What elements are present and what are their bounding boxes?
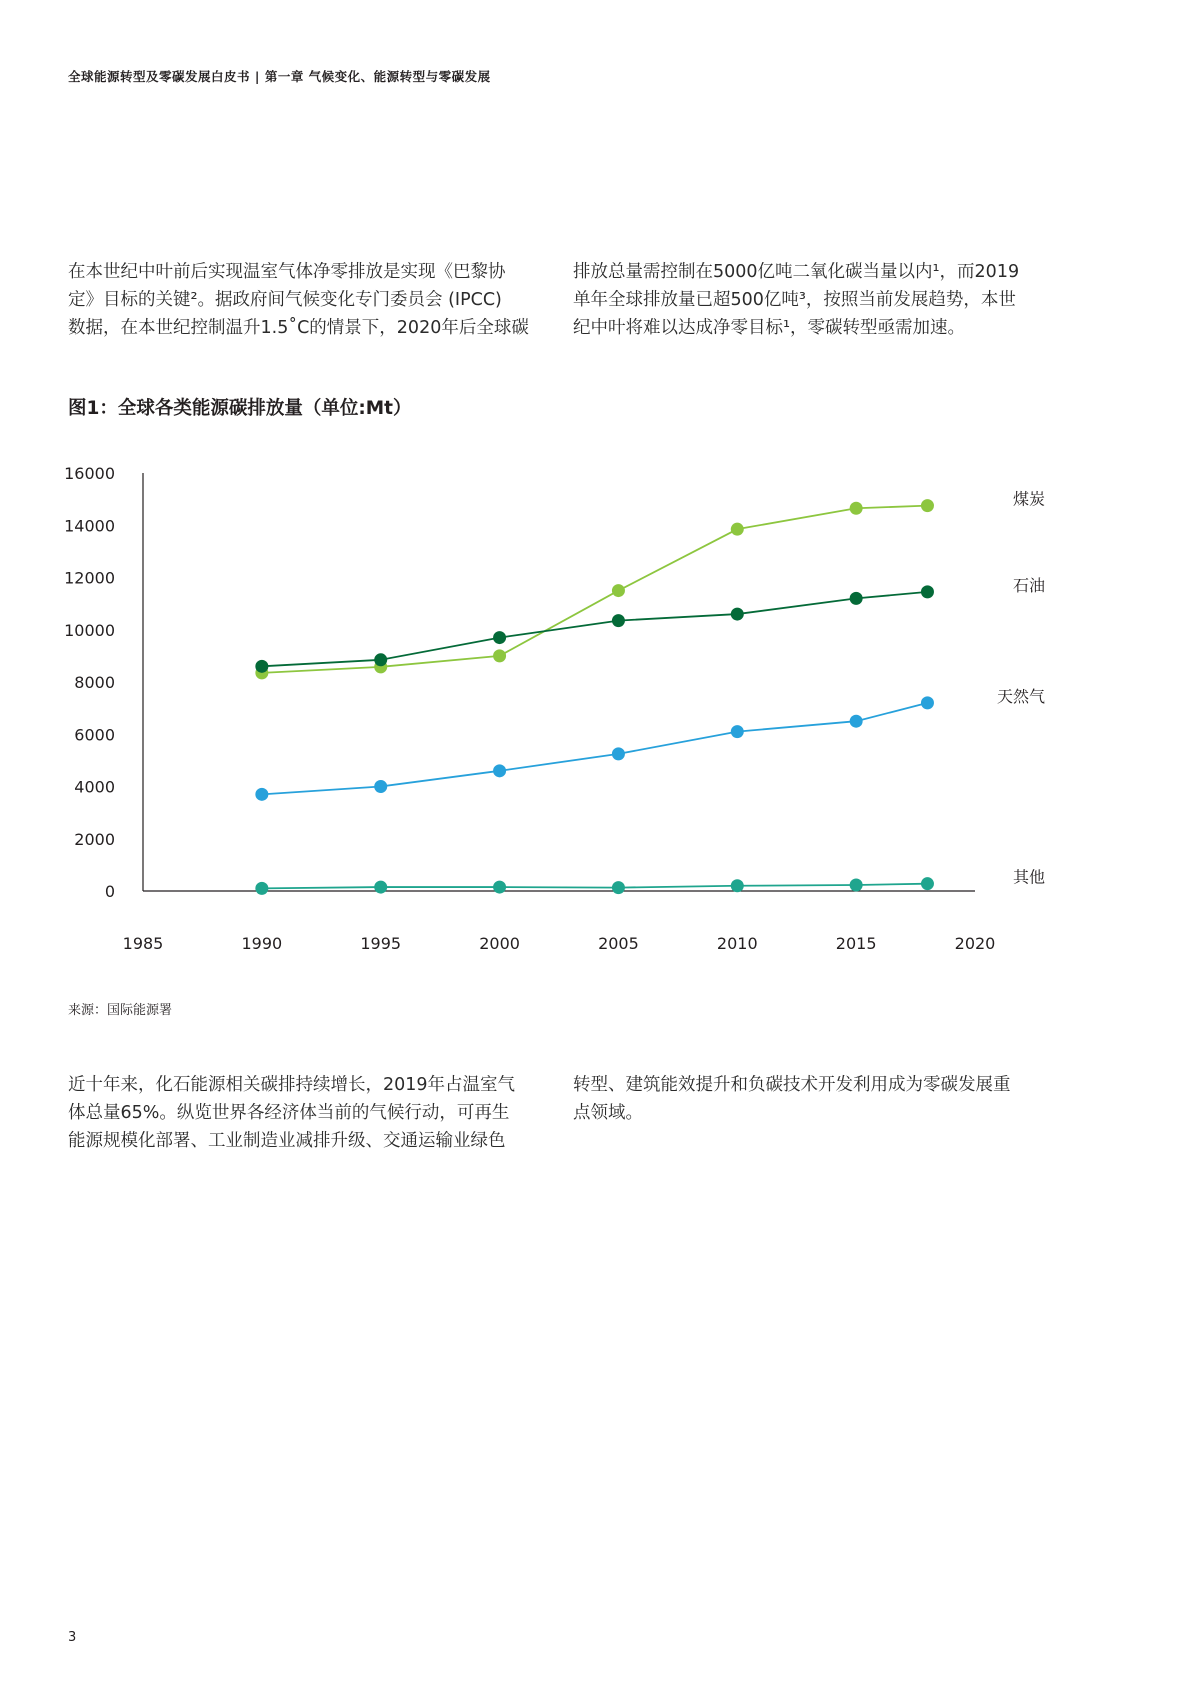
x-tick-label: 2005	[598, 934, 639, 953]
data-point	[255, 788, 268, 801]
y-tick-label: 12000	[64, 568, 115, 588]
intro-col2-line: 排放总量需控制在5000亿吨二氧化碳当量以内¹，而2019	[573, 262, 1020, 282]
chart-series-labels	[997, 490, 1045, 887]
x-tick-label: 1990	[241, 934, 283, 953]
intro-col1-line: 在本世纪中叶前后实现温室气体净零排放是实现《巴黎协	[68, 262, 506, 282]
data-point	[731, 608, 744, 621]
x-tick-label: 2010	[716, 934, 758, 953]
body-col1-line: 近十年来，化石能源相关碳排持续增长，2019年占温室气	[68, 1075, 516, 1095]
figure-source: 来源：国际能源署	[68, 1003, 173, 1018]
data-point	[493, 631, 506, 644]
x-tick-label: 2000	[479, 934, 520, 953]
y-tick-label: 0	[104, 882, 115, 901]
series-line	[262, 884, 928, 889]
chart-points	[255, 499, 934, 895]
body-column-2	[573, 1071, 1011, 1127]
data-point	[493, 649, 506, 662]
emissions-line-chart	[0, 440, 1200, 980]
running-header	[68, 67, 491, 85]
data-point	[374, 780, 387, 793]
series-label: 其他	[1012, 867, 1045, 887]
intro-col2-line: 纪中叶将难以达成净零目标¹，零碳转型亟需加速。	[573, 318, 966, 338]
series-line	[262, 703, 928, 794]
intro-column-2	[573, 258, 1019, 342]
data-point	[731, 523, 744, 536]
header-separator: |	[254, 69, 260, 84]
body-column-1	[68, 1071, 515, 1155]
series-label: 天然气	[996, 686, 1045, 706]
chart-lines	[262, 506, 928, 889]
header-chapter: 第一章 气候变化、能源转型与零碳发展	[264, 69, 491, 84]
data-point	[850, 715, 863, 728]
data-point	[255, 882, 268, 895]
data-point	[612, 584, 625, 597]
series-label: 煤炭	[1012, 489, 1045, 509]
y-tick-label: 2000	[74, 829, 115, 849]
data-point	[850, 592, 863, 605]
data-point	[731, 879, 744, 892]
data-point	[921, 877, 934, 890]
x-tick-label: 1995	[360, 934, 402, 953]
intro-col1-line: 定》目标的关键²。据政府间气候变化专门委员会 (IPCC)	[68, 290, 502, 310]
body-col2-line: 点领域。	[573, 1103, 643, 1123]
chart-axes	[143, 473, 975, 891]
intro-col2-line: 单年全球排放量已超500亿吨³，按照当前发展趋势，本世	[573, 290, 1016, 310]
data-point	[493, 881, 506, 894]
data-point	[850, 878, 863, 891]
body-col1-line: 体总量65%。纵览世界各经济体当前的气候行动，可再生	[68, 1103, 510, 1123]
data-point	[612, 614, 625, 627]
data-point	[493, 764, 506, 777]
data-point	[374, 653, 387, 666]
data-point	[921, 696, 934, 709]
data-point	[255, 660, 268, 673]
data-point	[612, 881, 625, 894]
body-col1-line: 能源规模化部署、工业制造业减排升级、交通运输业绿色	[68, 1131, 506, 1151]
data-point	[921, 585, 934, 598]
y-tick-label: 14000	[64, 516, 115, 536]
figure-title: 图1：全球各类能源碳排放量（单位:Mt）	[68, 398, 412, 419]
data-point	[850, 502, 863, 515]
y-tick-label: 6000	[74, 725, 115, 745]
x-tick-label: 2015	[835, 934, 877, 953]
y-tick-label: 16000	[64, 464, 115, 483]
series-label: 石油	[1012, 575, 1045, 595]
y-tick-label: 4000	[74, 777, 115, 797]
page-number: 3	[68, 1630, 77, 1645]
body-col2-line: 转型、建筑能效提升和负碳技术开发利用成为零碳发展重	[573, 1075, 1011, 1095]
y-tick-label: 10000	[64, 620, 115, 640]
series-line	[262, 506, 928, 673]
y-tick-label: 8000	[74, 673, 115, 692]
header-title: 全球能源转型及零碳发展白皮书	[68, 69, 251, 84]
data-point	[374, 881, 387, 894]
data-point	[921, 499, 934, 512]
data-point	[612, 747, 625, 760]
intro-col1-line: 数据，在本世纪控制温升1.5˚C的情景下，2020年后全球碳	[68, 318, 529, 338]
data-point	[731, 725, 744, 738]
x-tick-label: 1985	[122, 934, 164, 953]
intro-column-1	[68, 258, 529, 342]
x-tick-label: 2020	[954, 934, 996, 953]
